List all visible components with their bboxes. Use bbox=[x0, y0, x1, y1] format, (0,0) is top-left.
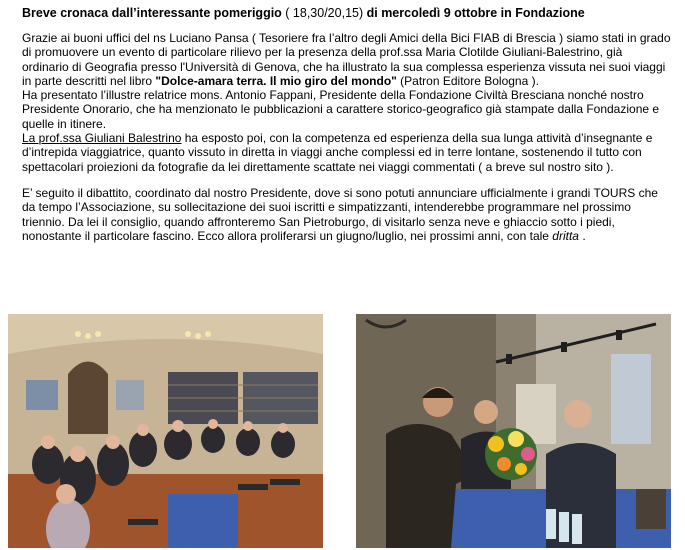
title-text: Breve cronaca dall’interessante pomeriggio bbox=[22, 6, 286, 20]
article-body bbox=[22, 31, 672, 243]
speaker-text: ha esposto poi, con la competenza ed esperienza della sua lunga attività d’insegnante e d’intrepida viaggiatrice, quanto vissuto in diretta in viaggi anche complessi ed in terre lontane, sostenendo il tutto con spettacolari proiezioni da fotografie da lei direttamente scattate nei viaggi commentati ( a breve sul nostro sito ). bbox=[22, 131, 653, 174]
speaker-name: La prof.ssa Giuliani Balestrino bbox=[22, 131, 182, 146]
presenter-text: Ha presentato l’illustre relatrice mons. Antonio Fappani, Presidente della Fondazione Civiltà Bresciana nonché nostro Presidente Onorario, che ha menzionato le pubblicazioni a carattere storico-geografico già stampate dalla Fondazione e quelle in itinere. bbox=[22, 88, 660, 131]
speakers-photo bbox=[356, 314, 671, 548]
audience-photo bbox=[8, 314, 323, 548]
paragraph-debate bbox=[22, 186, 672, 243]
title-time: ( 18,30/20,15) bbox=[285, 6, 364, 20]
audience-photo-image bbox=[8, 314, 323, 548]
debate-text: E’ seguito il dibattito, coordinato dal nostro Presidente, dove si sono potuti annunciare ufficialmente i grandi TOURS che da tempo l’Associazione, su sollecitazione dei suoi iscritti e simpatizzanti, intenderebbe programmare nel prossimo triennio. Da lei il consiglio, quando affronteremo San Pietroburgo, di visitarlo senza neve e ghiaccio sotto i piedi, nonostante il particolare fascino. Ecco allora proliferarsi un giugno/luglio, nei prossimi anni, con tale bbox=[22, 185, 658, 243]
book-title: "Dolce-amara terra. Il mio giro del mondo" bbox=[155, 73, 397, 88]
title-date: di mercoledì 9 ottobre in Fondazione bbox=[363, 6, 585, 20]
page-title bbox=[22, 6, 585, 20]
paragraph-intro bbox=[22, 31, 672, 174]
closing-text: . bbox=[578, 228, 586, 243]
italic-word: dritta bbox=[552, 228, 579, 243]
speakers-photo-image bbox=[356, 314, 671, 548]
publisher-text: (Patron Editore Bologna ). bbox=[396, 73, 539, 88]
intro-text: Grazie ai buoni uffici del ns Luciano Pansa ( Tesoriere fra l’altro degli Amici della Bici FIAB di Brescia ) siamo stati in grado di promuovere un evento di particolare rilievo per la presenza della prof.ssa Maria Clotilde Giuliani-Balestrino, già ordinario di Geografia presso l'Università di Genova, che ha illustrato la sua complessa esperienza vissuta nei suoi viaggi in parte descritti nel libro bbox=[22, 31, 671, 88]
